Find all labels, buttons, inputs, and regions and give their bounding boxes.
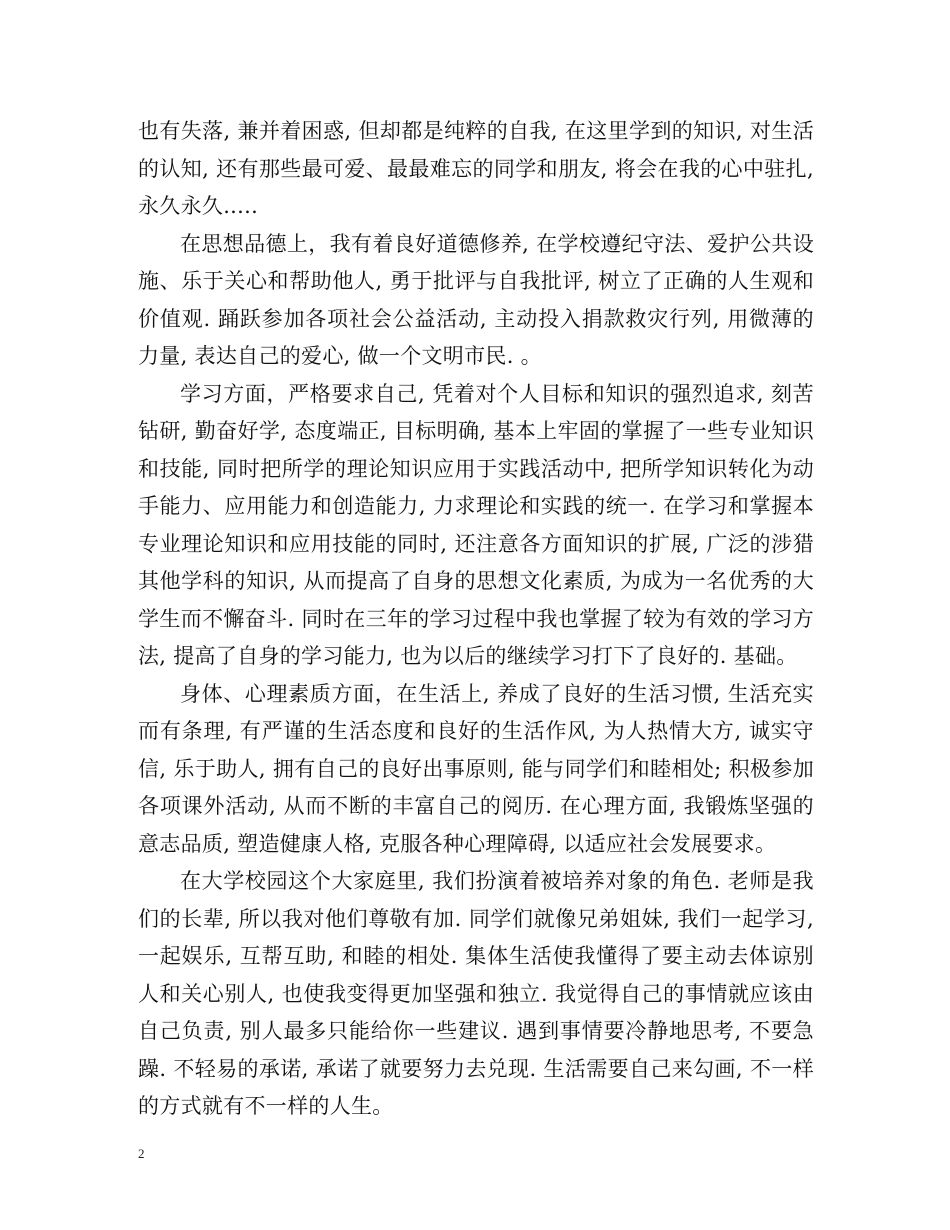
paragraph-moral-character: 在思想品德上，我有着良好道德修养, 在学校遵纪守法、爱护公共设施、乐于关心和帮助他人, 勇于批评与自我批评, 树立了正确的人生观和价值观. 踊跃参加各项社会公益活动, 主动投入捐款救灾行列, 用微薄的力量, 表达自己的爱心, 做一个文明市民. 。 [138, 231, 814, 368]
paragraph-study: 学习方面，严格要求自己, 凭着对个人目标和知识的强烈追求, 刻苦钻研, 勤奋好学, 态度端正, 目标明确, 基本上牢固的掌握了一些专业知识和技能, 同时把所学的理论知识应用于实践活动中, 把所学知识转化为动手能力、应用能力和创造能力, 力求理论和实践的统一. 在学习和掌握本专业理论知识和应用技能的同时, 还注意各方面知识的扩展, 广泛的涉猎其他学科的知识, 从而提高了自身的思想文化素质, 为成为一名优秀的大学生而不懈奋斗. 同时在三年的学习过程中我也掌握了较为有效的学习方法, 提高了自身的学习能力, 也为以后的继续学习打下了良好的. 基础。 [138, 381, 814, 668]
document-body [138, 113, 814, 1126]
page-number: 2 [138, 1146, 145, 1161]
paragraph-physical-mental: 身体、心理素质方面，在生活上, 养成了良好的生活习惯, 生活充实而有条理, 有严谨的生活态度和良好的生活作风, 为人热情大方, 诚实守信, 乐于助人, 拥有自己的良好出事原则, 能与同学们和睦相处; 积极参加各项课外活动, 从而不断的丰富自己的阅历. 在心理方面, 我锻炼坚强的意志品质, 塑造健康人格, 克服各种心理障碍, 以适应社会发展要求。 [138, 681, 814, 856]
paragraph-campus-life: 在大学校园这个大家庭里, 我们扮演着被培养对象的角色. 老师是我们的长辈, 所以我对他们尊敬有加. 同学们就像兄弟姐妹, 我们一起学习, 一起娱乐, 互帮互助, 和睦的相处. 集体生活使我懂得了要主动去体谅别人和关心别人, 也使我变得更加坚强和独立. 我觉得自己的事情就应该由自己负责, 别人最多只能给你一些建议. 遇到事情要冷静地思考, 不要急躁. 不轻易的承诺, 承诺了就要努力去兑现. 生活需要自己来勾画, 不一样的方式就有不一样的人生。 [138, 869, 814, 1118]
paragraph-continuation: 也有失落, 兼并着困惑, 但却都是纯粹的自我, 在这里学到的知识, 对生活的认知, 还有那些最可爱、最最难忘的同学和朋友, 将会在我的心中驻扎, 永久永久..... [138, 119, 814, 218]
